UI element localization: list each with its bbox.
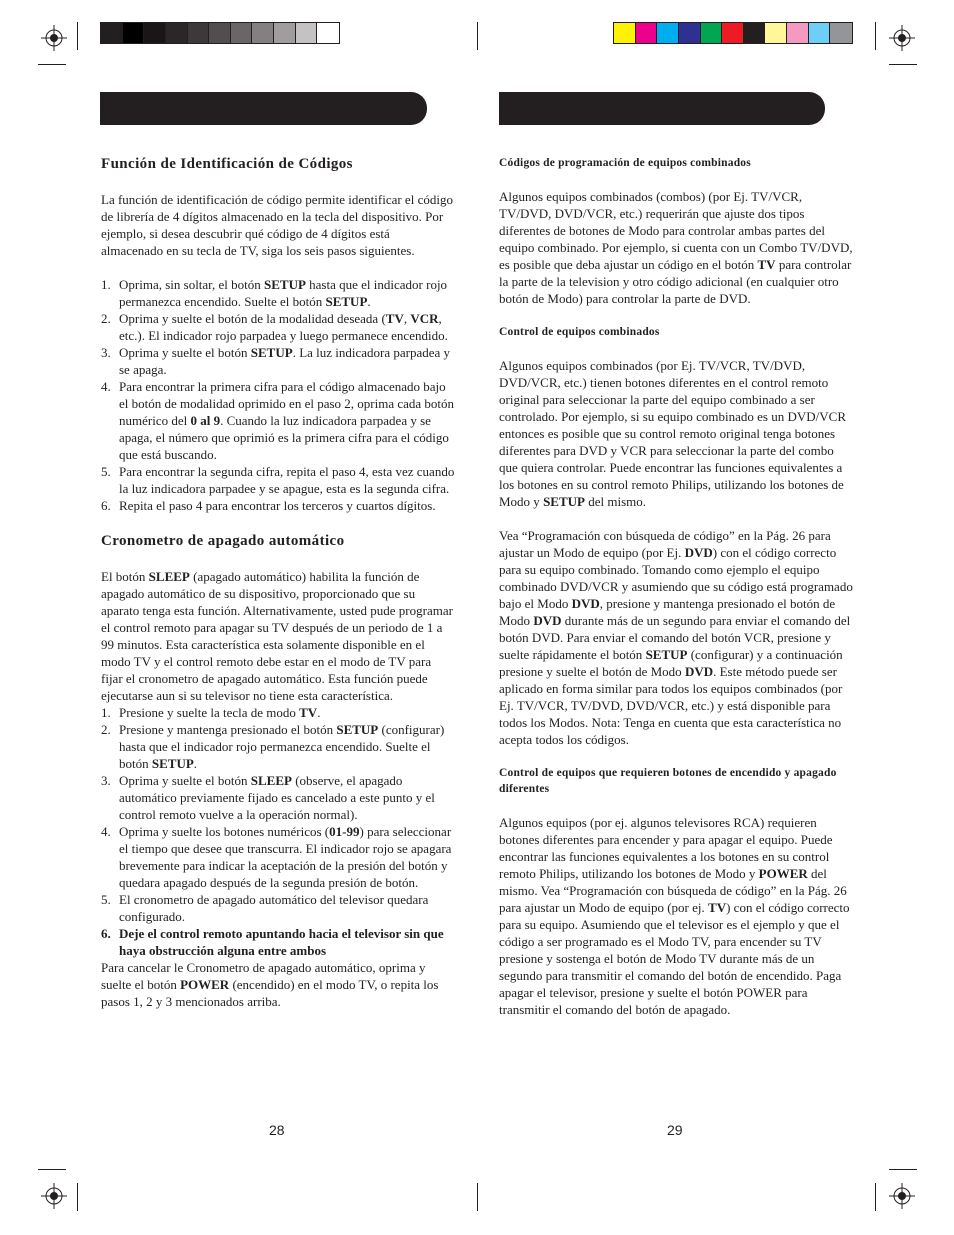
calibration-swatch [188,23,210,43]
step-item [101,344,455,378]
left-page-column [101,150,455,1010]
crop-line [38,1169,66,1170]
step-item [101,378,455,463]
section-outro: Para cancelar le Cronometro de apagado automático, oprima y suelte el botón POWER (encendido) en el modo TV, o repita los pasos 1, 2 y 3 mencionados arriba. [101,960,439,1009]
paragraph: Vea “Programación con búsqueda de código” en la Pág. 26 para ajustar un Modo de equipo (por Ej. DVD) con el código correcto para su equipo combinado. Tomando como ejemplo el equipo combinado DVD/VCR y asumiendo que su código está programado bajo el Modo DVD, presione y mantenga presionado el botón de Modo DVD durante más de un segundo para enviar el comando del botón DVD. Para enviar el comando del botón VCR, presione y suelte rápidamente el botón SETUP (configurar) y a continuación presione y suelte el botón de Modo DVD. Este método puede ser aplicado en forma similar para todos los equipos combinados (por Ej. TV/VCR, TV/DVD, DVD/VCR, etc.) y está disponible para todos los Modos. Nota: Tenga en cuenta que esta característica no acepta todos los códigos. [499,528,853,747]
step-text: Para encontrar la segunda cifra, repita el paso 4, esta vez cuando la luz indicadora parpadee y se apague, esta es la segunda cifra. [119,464,455,496]
calibration-swatch [274,23,296,43]
steps-list-sleep-timer [101,704,455,959]
crop-line [889,1169,917,1170]
step-text: Oprima y suelte el botón SLEEP (observe, el apagado automático previamente fijado es cancelado a este punto y el control remoto vuelve a la operación normal). [119,773,435,822]
spacer [499,171,853,188]
calibration-swatch [231,23,253,43]
step-text: Presione y suelte la tecla de modo TV. [119,705,321,720]
section-intro: El botón SLEEP (apagado automático) habilita la función de apagado automático de su dispositivo, proporcionado que su aparato tenga esta función. Alternativamente, usted pude programar el control remoto para apagar su TV después de un periodo de 1 a 99 minutos. Esta característica esta solamente disponible en el modo TV y el control remoto debe estar en el modo de TV para fijar el cronometro de apagado automático. Esta función puede ejecutarse aun si su televisor no tiene esta característica. [101,569,453,703]
crop-line [77,1183,78,1211]
calibration-swatch [296,23,318,43]
section-title-code-identification: Función de Identificación de Códigos [101,156,353,172]
calibration-swatch [317,23,339,43]
step-item [101,721,455,772]
steps-list-code-identification [101,276,455,514]
calibration-swatch [722,23,744,43]
step-number: 2. [101,722,111,737]
page-number-left: 28 [269,1122,285,1138]
step-number: 1. [101,705,111,720]
step-text: Oprima y suelte el botón SETUP. La luz indicadora parpadea y se apaga. [119,345,451,377]
step-item [101,772,455,823]
crop-line [77,22,78,50]
paragraph: Algunos equipos (por ej. algunos televisores RCA) requieren botones diferentes para encender y para apagar el equipo. Puede encontrar las funciones equivalentes a los botones en su control remoto Philips, utilizando los botones de Modo y POWER del mismo. Vea “Programación con búsqueda de código” en la Pág. 26 para ajustar un Modo de equipo (por ej. TV) con el código correcto para su equipo. Asumiendo que el televisor es el ejemplo y que el código a ser programado es el Modo TV, para encender su TV presione y sostenga el botón de Modo TV durante más de un segundo para transmitir el comando del botón de encendido. Paga apagar el televisor, presione y suelte el botón POWER para transmitir el comando del botón de apagado. [499,815,850,1017]
calibration-swatch [123,23,145,43]
step-item [101,704,455,721]
calibration-swatch [101,23,123,43]
crop-line [38,64,66,65]
step-item [101,463,455,497]
paragraph: Algunos equipos combinados (combos) (por Ej. TV/VCR, TV/DVD, DVD/VCR, etc.) requerirán que ajuste dos tipos diferentes de botones de Modo para controlar ambas partes del equipo combinado. Por ejemplo, si cuenta con un Combo TV/DVD, es posible que deba ajustar un código en el botón TV para controlar la parte de la television y otro código adicional (en cualquier otro botón de Modo) para controlar la parte de DVD. [499,189,853,306]
calibration-swatch [166,23,188,43]
step-text: Oprima y suelte el botón de la modalidad deseada (TV, VCR, etc.). El indicador rojo parpadea y luego permanece encendido. [119,311,448,343]
step-number: 6. [101,498,111,513]
step-text: Repita el paso 4 para encontrar los terceros y cuartos dígitos. [119,498,436,513]
registration-mark-top-left-icon [41,25,67,51]
crop-line [889,64,917,65]
section-intro: La función de identificación de código permite identificar el código de librería de 4 dígitos almacenado en la tecla del dispositivo. Por ejemplo, si desea descubrir qué código de 4 dígitos está almacenado en su tecla de TV, siga los seis pasos siguientes. [101,192,453,258]
calibration-swatch [209,23,231,43]
calibration-swatch [636,23,658,43]
step-item [101,276,455,310]
step-text: Oprima y suelte los botones numéricos (01-99) para seleccionar el tiempo que desee que transcurra. El indicador rojo se apagara brevemente para indicar la aceptación de la presión del botón y quedara apagado después de la segunda presión de botón. [119,824,452,890]
registration-mark-bottom-left-icon [41,1183,67,1209]
step-number: 4. [101,379,111,394]
step-text: El cronometro de apagado automático del televisor quedara configurado. [119,892,429,924]
calibration-swatch [701,23,723,43]
crop-line [875,1183,876,1211]
calibration-swatch [144,23,166,43]
spacer [499,797,853,814]
subsection-heading: Control de equipos que requieren botones de encendido y apagado diferentes [499,767,837,795]
right-page-column [499,155,853,1018]
left-page-header-bar [100,92,427,125]
subsection-heading: Códigos de programación de equipos combinados [499,157,751,169]
calibration-swatch [765,23,787,43]
registration-mark-top-right-icon [889,25,915,51]
step-number: 2. [101,311,111,326]
step-text: Para encontrar la primera cifra para el código almacenado bajo el botón de modalidad oprimido en el paso 2, oprima cada botón numérico del 0 al 9. Cuando la luz indicadora parpadea y se apaga, el número que oprimió es la primera cifra para el código que está buscando. [119,379,455,462]
step-number: 1. [101,277,111,292]
calibration-swatch [679,23,701,43]
step-text: Deje el control remoto apuntando hacia el televisor sin que haya obstrucción alguna entre ambos [119,926,444,958]
spacer [499,748,853,765]
calibration-swatch [252,23,274,43]
registration-mark-bottom-right-icon [889,1183,915,1209]
calibration-swatch [614,23,636,43]
step-number: 3. [101,345,111,360]
step-item [101,891,455,925]
crop-line [875,22,876,50]
step-item [101,497,455,514]
step-number: 3. [101,773,111,788]
right-page-header-bar [499,92,825,125]
step-text: Oprima, sin soltar, el botón SETUP hasta que el indicador rojo permanezca encendido. Suelte el botón SETUP. [119,277,448,309]
step-item [101,925,455,959]
spacer [499,510,853,527]
grayscale-calibration-bar [100,22,340,44]
spacer [499,340,853,357]
calibration-swatch [809,23,831,43]
step-number: 4. [101,824,111,839]
calibration-swatch [830,23,852,43]
section-title-sleep-timer: Cronometro de apagado automático [101,533,345,549]
step-item [101,310,455,344]
step-text: Presione y mantenga presionado el botón SETUP (configurar) hasta que el indicador rojo permanezca encendido. Suelte el botón SETUP. [119,722,445,771]
subsection-heading: Control de equipos combinados [499,326,660,338]
crop-line [477,22,478,50]
step-item [101,823,455,891]
step-number: 5. [101,892,111,907]
crop-line [477,1183,478,1211]
step-number: 6. [101,926,111,941]
color-calibration-bar [613,22,853,44]
calibration-swatch [787,23,809,43]
page-number-right: 29 [667,1122,683,1138]
calibration-swatch [657,23,679,43]
calibration-swatch [744,23,766,43]
step-number: 5. [101,464,111,479]
spacer [499,307,853,324]
paragraph: Algunos equipos combinados (por Ej. TV/VCR, TV/DVD, DVD/VCR, etc.) tienen botones diferentes en el control remoto original para seleccionar la parte del equipo combinado a ser controlado. Por ejemplo, si su equipo combinado es un DVD/VCR entonces es posible que su control remoto original tenga botones diferentes para DVD y VCR para seleccionar la parte del combo que quiera controlar. Puede encontrar las funciones equivalentes a los botones en su control remoto Philips, utilizando los botones de Modo y SETUP del mismo. [499,358,846,509]
